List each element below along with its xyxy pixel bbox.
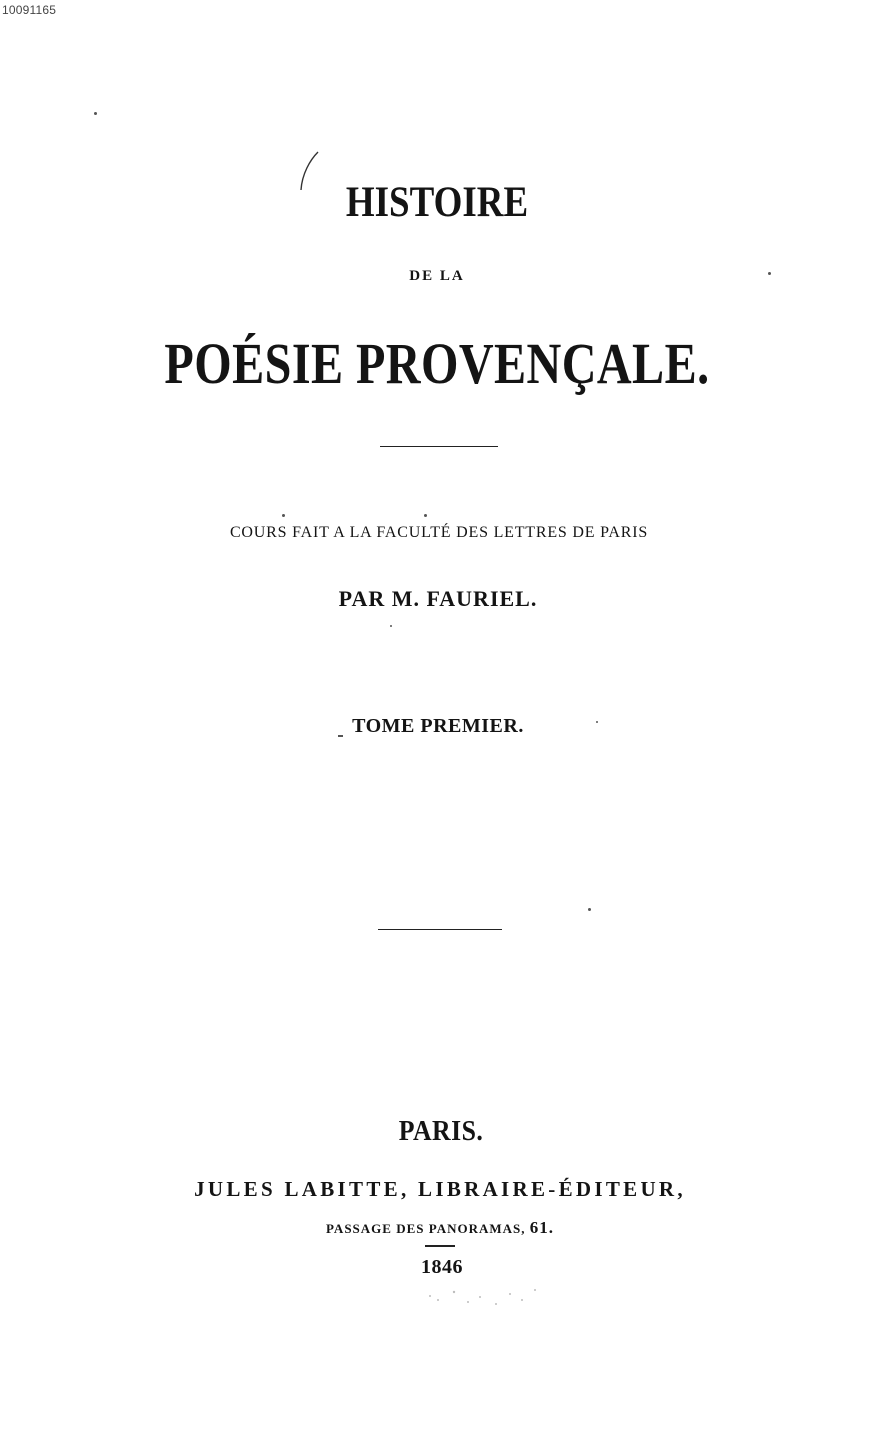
title-line-2: DE LA [409, 268, 465, 284]
scan-identifier: 10091165 [2, 3, 57, 17]
faint-stamp-smudge [410, 1282, 550, 1312]
imprint-address-number: 61. [529, 1218, 555, 1237]
imprint-year: 1846 [421, 1256, 463, 1278]
volume-label: TOME PREMIER. [352, 715, 524, 737]
scan-speck [390, 625, 392, 627]
divider-rule [378, 929, 502, 930]
imprint-address [326, 1218, 554, 1238]
divider-rule-short [425, 1245, 455, 1247]
scan-speck [768, 272, 771, 275]
divider-rule [380, 446, 498, 447]
imprint-address-street: PASSAGE DES PANORAMAS, [325, 1221, 526, 1236]
scan-speck [282, 514, 285, 517]
imprint-publisher: JULES LABITTE, LIBRAIRE-ÉDITEUR, [194, 1177, 686, 1201]
pencil-mark [296, 150, 326, 202]
imprint-city: PARIS. [398, 1116, 484, 1147]
subtitle: COURS FAIT A LA FACULTÉ DES LETTRES DE PARIS [229, 524, 649, 541]
scan-speck [94, 112, 97, 115]
title-line-1: HISTOIRE [345, 179, 529, 226]
scan-speck [338, 735, 343, 737]
scan-speck [424, 514, 427, 517]
title-line-3: POÉSIE PROVENÇALE. [164, 331, 710, 396]
scan-speck [588, 908, 591, 911]
scan-speck [596, 721, 598, 723]
author: PAR M. FAURIEL. [338, 586, 538, 611]
